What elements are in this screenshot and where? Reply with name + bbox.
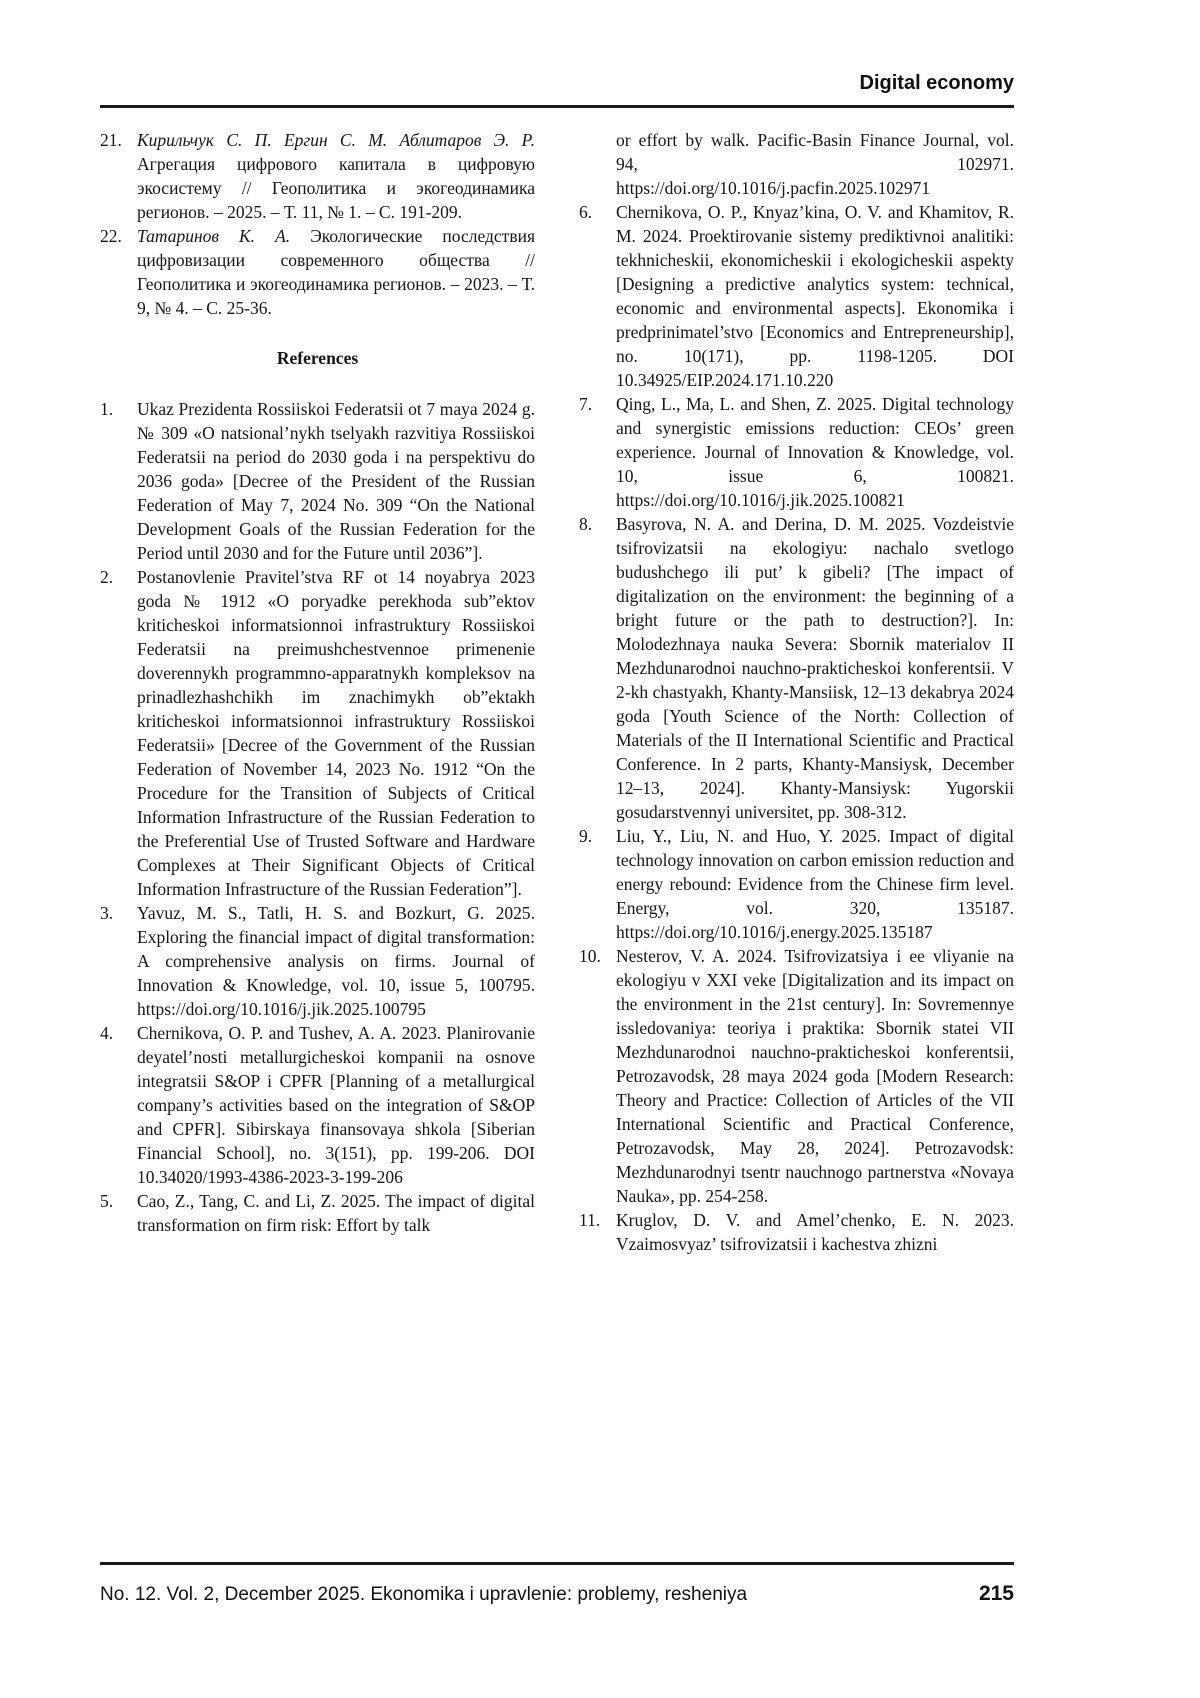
reference-number: 9. (579, 826, 593, 846)
right-column (579, 128, 1014, 1536)
reference-item (579, 392, 1014, 512)
reference-text: Kruglov, D. V. and Amel’chenko, E. N. 2023. Vzaimosvyaz’ tsifrovizatsii i kachestva zhizni (616, 1210, 1014, 1254)
reference-number: 1. (100, 399, 114, 419)
reference-text: Yavuz, M. S., Tatli, H. S. and Bozkurt, G. 2025. Exploring the financial impact of digital transformation: A comprehensive analysis on firms. Journal of Innovation & Knowledge, vol. 10, issue 5, 100795. https://doi.org/10.1016/j.jik.2025.100795 (137, 903, 535, 1019)
reference-continuation: or effort by walk. Pacific-Basin Finance Journal, vol. 94, 102971. https://doi.org/10.1016/j.pacfin.2025.102971 (616, 130, 1014, 198)
reference-item (579, 200, 1014, 392)
journal-info: No. 12. Vol. 2, December 2025. Ekonomika i upravlenie: problemy, resheniya (100, 1584, 748, 1605)
reference-text: Qing, L., Ma, L. and Shen, Z. 2025. Digital technology and synergistic emissions reduction: CEOs’ green experience. Journal of Innovation & Knowledge, vol. 10, issue 6, 100821. https://doi.org/10.1016/j.jik.2025.100821 (616, 394, 1014, 510)
reference-text: Chernikova, O. P. and Tushev, A. A. 2023. Planirovanie deyatel’nosti metallurgicheskoi kompanii na osnove integratsii S&OP i CPFR [Planning of a metallurgical company’s activities based on the integration of S&OP and CPFR]. Sibirskaya finansovaya shkola [Siberian Financial School], no. 3(151), pp. 199-206. DOI 10.34020/1993-4386-2023-3-199-206 (137, 1023, 535, 1187)
reference-text: Postanovlenie Pravitel’stva RF ot 14 noyabrya 2023 goda № 1912 «O poryadke perekhoda sub”ektov kriticheskoi informatsionnoi infrastruktury Rossiiskoi Federatsii na preimushchestvennoe primenenie doverennykh programmno-apparatnykh kompleksov na prinadlezhashchikh im znachimykh ob”ektakh kriticheskoi informatsionnoi infrastruktury Rossiiskoi Federatsii» [Decree of the Government of the Russian Federation of November 14, 2023 No. 1912 “On the Procedure for the Transition of Subjects of Critical Information Infrastructure of the Russian Federation to the Preferential Use of Trusted Software and Hardware Complexes at Their Significant Objects of Critical Information Infrastructure of the Russian Federation”]. (137, 567, 535, 899)
reference-number: 3. (100, 903, 114, 923)
reference-item (100, 1189, 535, 1237)
reference-item (100, 128, 535, 224)
reference-authors: Кирильчук С. П. Ергин С. М. Аблитаров Э. Р. (137, 130, 535, 150)
reference-number: 8. (579, 514, 593, 534)
page-number: 215 (978, 1582, 1014, 1605)
reference-number: 10. (579, 946, 601, 966)
reference-text: Nesterov, V. A. 2024. Tsifrovizatsiya i ee vliyanie na ekologiyu v XXI veke [Digitalization and its impact on the environment in the 21st century]. In: Sovremennye issledovaniya: teoriya i praktika: Sbornik statei VII Mezhdunarodnoi nauchno-prakticheskoi konferentsii, Petrozavodsk, 28 maya 2024 goda [Modern Research: Theory and Practice: Collection of Articles of the VII International Scientific and Practical Conference, Petrozavodsk, May 28, 2024]. Petrozavodsk: Mezhdunarodnyi tsentr nauchnogo partnerstva «Novaya Nauka», pp. 254-258. (616, 946, 1014, 1206)
references-heading: References (276, 348, 359, 368)
reference-item (100, 397, 535, 565)
reference-item (579, 512, 1014, 824)
reference-body (137, 224, 535, 320)
reference-text: Chernikova, O. P., Knyaz’kina, O. V. and Khamitov, R. M. 2024. Proektirovanie sistemy prediktivnoi analitiki: tekhnicheskii, ekonomicheskii i ekologicheskii aspekty [Designing a predictive analytics system: technical, economic and environmental aspects]. Ekonomika i predprinimatel’stvo [Economics and Entrepreneurship], no. 10(171), pp. 1198-1205. DOI 10.34925/EIP.2024.171.10.220 (616, 202, 1014, 390)
reference-text: Cao, Z., Tang, C. and Li, Z. 2025. The impact of digital transformation on firm risk: Effort by talk (137, 1191, 535, 1235)
reference-number: 4. (100, 1023, 114, 1043)
reference-item (100, 224, 535, 320)
reference-number: 22. (100, 226, 122, 246)
reference-item (579, 944, 1014, 1208)
page-footer (100, 1562, 1014, 1606)
reference-text: Экологические последствия цифровизации современного общества // Геополитика и экогеодинамика регионов. – 2023. – Т. 9, № 4. – С. 25-36. (137, 226, 535, 318)
reference-number: 5. (100, 1191, 114, 1211)
reference-number: 21. (100, 130, 122, 150)
reference-text: Basyrova, N. A. and Derina, D. M. 2025. Vozdeistvie tsifrovizatsii na ekologiyu: nachalo svetlogo budushchego ili put’ k gibeli? [The impact of digitalization on the environment: the beginning of a bright future or the path to destruction?]. In: Molodezhnaya nauka Severa: Sbornik materialov II Mezhdunarodnoi nauchno-prakticheskoi konferentsii. V 2-kh chastyakh, Khanty-Mansiisk, 12–13 dekabrya 2024 goda [Youth Science of the North: Collection of Materials of the II International Scientific and Practical Conference. In 2 parts, Khanty-Mansiysk, December 12–13, 2024]. Khanty-Mansiysk: Yugorskii gosudarstvennyi universitet, pp. 308-312. (616, 514, 1014, 822)
reference-text: Liu, Y., Liu, N. and Huo, Y. 2025. Impact of digital technology innovation on carbon emission reduction and energy rebound: Evidence from the Chinese firm level. Energy, vol. 320, 135187. https://doi.org/10.1016/j.energy.2025.135187 (616, 826, 1014, 942)
reference-body (137, 128, 535, 224)
reference-text: Агрегация цифрового капитала в цифровую экосистему // Геополитика и экогеодинамика регионов. – 2025. – Т. 11, № 1. – С. 191-209. (137, 154, 535, 222)
reference-item (100, 901, 535, 1021)
reference-item (100, 565, 535, 901)
reference-number: 11. (579, 1210, 601, 1230)
reference-item (100, 1021, 535, 1189)
reference-text: Ukaz Prezidenta Rossiiskoi Federatsii ot 7 maya 2024 g. № 309 «O natsional’nykh tselyakh razvitiya Rossiiskoi Federatsii na period do 2030 goda i na perspektivu do 2036 goda» [Decree of the President of the Russian Federation of May 7, 2024 No. 309 “On the National Development Goals of the Russian Federation for the Period until 2030 and for the Future until 2036”]. (137, 399, 535, 563)
reference-number: 7. (579, 394, 593, 414)
reference-number: 2. (100, 567, 114, 587)
section-title: Digital economy (859, 72, 1014, 94)
reference-authors: Татаринов К. А. (137, 226, 291, 246)
left-column (100, 128, 535, 1536)
reference-item (579, 824, 1014, 944)
two-column-body (100, 128, 1014, 1536)
reference-number: 6. (579, 202, 593, 222)
page-header (100, 72, 1014, 108)
reference-item (579, 1208, 1014, 1256)
